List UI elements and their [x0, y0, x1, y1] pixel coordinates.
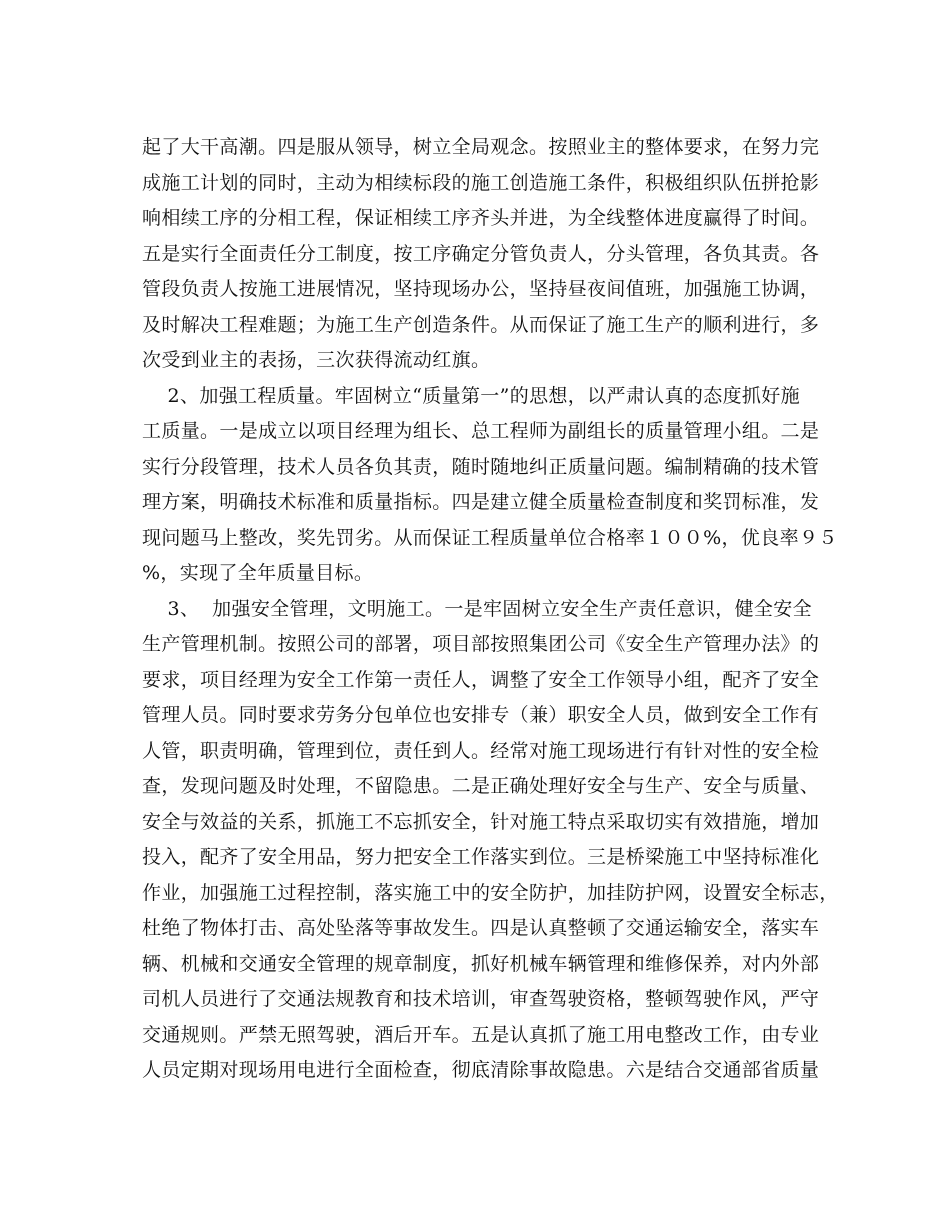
- text-line: 投入，配齐了安全用品，努力把安全工作落实到位。三是桥梁施工中坚持标准化: [142, 846, 820, 868]
- text-line: 司机人员进行了交通法规教育和技术培训，审查驾驶资格，整顿驾驶作风，严守: [142, 988, 820, 1010]
- text-line: 理方案，明确技术标准和质量指标。四是建立健全质量检查制度和奖罚标准，发: [142, 491, 820, 513]
- text-line: %，实现了全年质量目标。: [142, 562, 374, 584]
- text-line: 要求，项目经理为安全工作第一责任人，调整了安全工作领导小组，配齐了安全: [142, 668, 820, 691]
- text-line: 杜绝了物体打击、高处坠落等事故发生。四是认真整顿了交通运输安全，落实车: [142, 917, 820, 939]
- text-line: 人管，职责明确，管理到位，责任到人。经常对施工现场进行有针对性的安全检: [142, 739, 820, 762]
- text-line: 安全与效益的关系，抓施工不忘抓安全，针对施工特点采取切实有效措施，增加: [142, 810, 820, 833]
- text-line: 实行分段管理，技术人员各负其责，随时随地纠正质量问题。编制精确的技术管: [142, 455, 820, 478]
- text-line: 起了大干高潮。四是服从领导，树立全局观念。按照业主的整体要求，在努力完: [142, 136, 820, 158]
- text-line: 响相续工序的分相工程，保证相续工序齐头并进，为全线整体进度赢得了时间。: [142, 207, 820, 229]
- text-line: 成施工计划的同时，主动为相续标段的施工创造施工条件，积极组织队伍拼抢影: [142, 171, 820, 194]
- text-line: 五是实行全面责任分工制度，按工序确定分管负责人，分头管理，各负其责。各: [142, 242, 820, 265]
- text-line: 3、 加强安全管理，文明施工。一是牢固树立安全生产责任意识，健全安全: [142, 597, 812, 620]
- text-line: 作业，加强施工过程控制，落实施工中的安全防护，加挂防护网，设置安全标志，: [142, 881, 839, 904]
- text-line: 现问题马上整改，奖先罚劣。从而保证工程质量单位合格率１００%，优良率９５: [142, 526, 838, 549]
- text-line: 2、加强工程质量。牢固树立“质量第一”的思想，以严肃认真的态度抓好施: [142, 384, 800, 407]
- text-line: 生产管理机制。按照公司的部署，项目部按照集团公司《安全生产管理办法》的: [142, 633, 820, 655]
- body-text: [142, 130, 839, 1089]
- text-line: 及时解决工程难题；为施工生产创造条件。从而保证了施工生产的顺利进行，多: [142, 313, 820, 336]
- text-line: 交通规则。严禁无照驾驶，酒后开车。五是认真抓了施工用电整改工作，由专业: [142, 1023, 820, 1046]
- text-line: 管理人员。同时要求劳务分包单位也安排专（兼）职安全人员，做到安全工作有: [142, 704, 820, 726]
- text-line: 人员定期对现场用电进行全面检查，彻底清除事故隐患。六是结合交通部省质量: [142, 1059, 820, 1081]
- text-line: 次受到业主的表扬，三次获得流动红旗。: [142, 349, 491, 371]
- text-line: 工质量。一是成立以项目经理为组长、总工程师为副组长的质量管理小组。二是: [142, 420, 820, 442]
- text-line: 查，发现问题及时处理，不留隐患。二是正确处理好安全与生产、安全与质量、: [142, 775, 820, 797]
- text-line: 辆、机械和交通安全管理的规章制度，抓好机械车辆管理和维修保养，对内外部: [142, 952, 820, 975]
- text-line: 管段负责人按施工进展情况，坚持现场办公，坚持昼夜间值班，加强施工协调，: [142, 278, 820, 300]
